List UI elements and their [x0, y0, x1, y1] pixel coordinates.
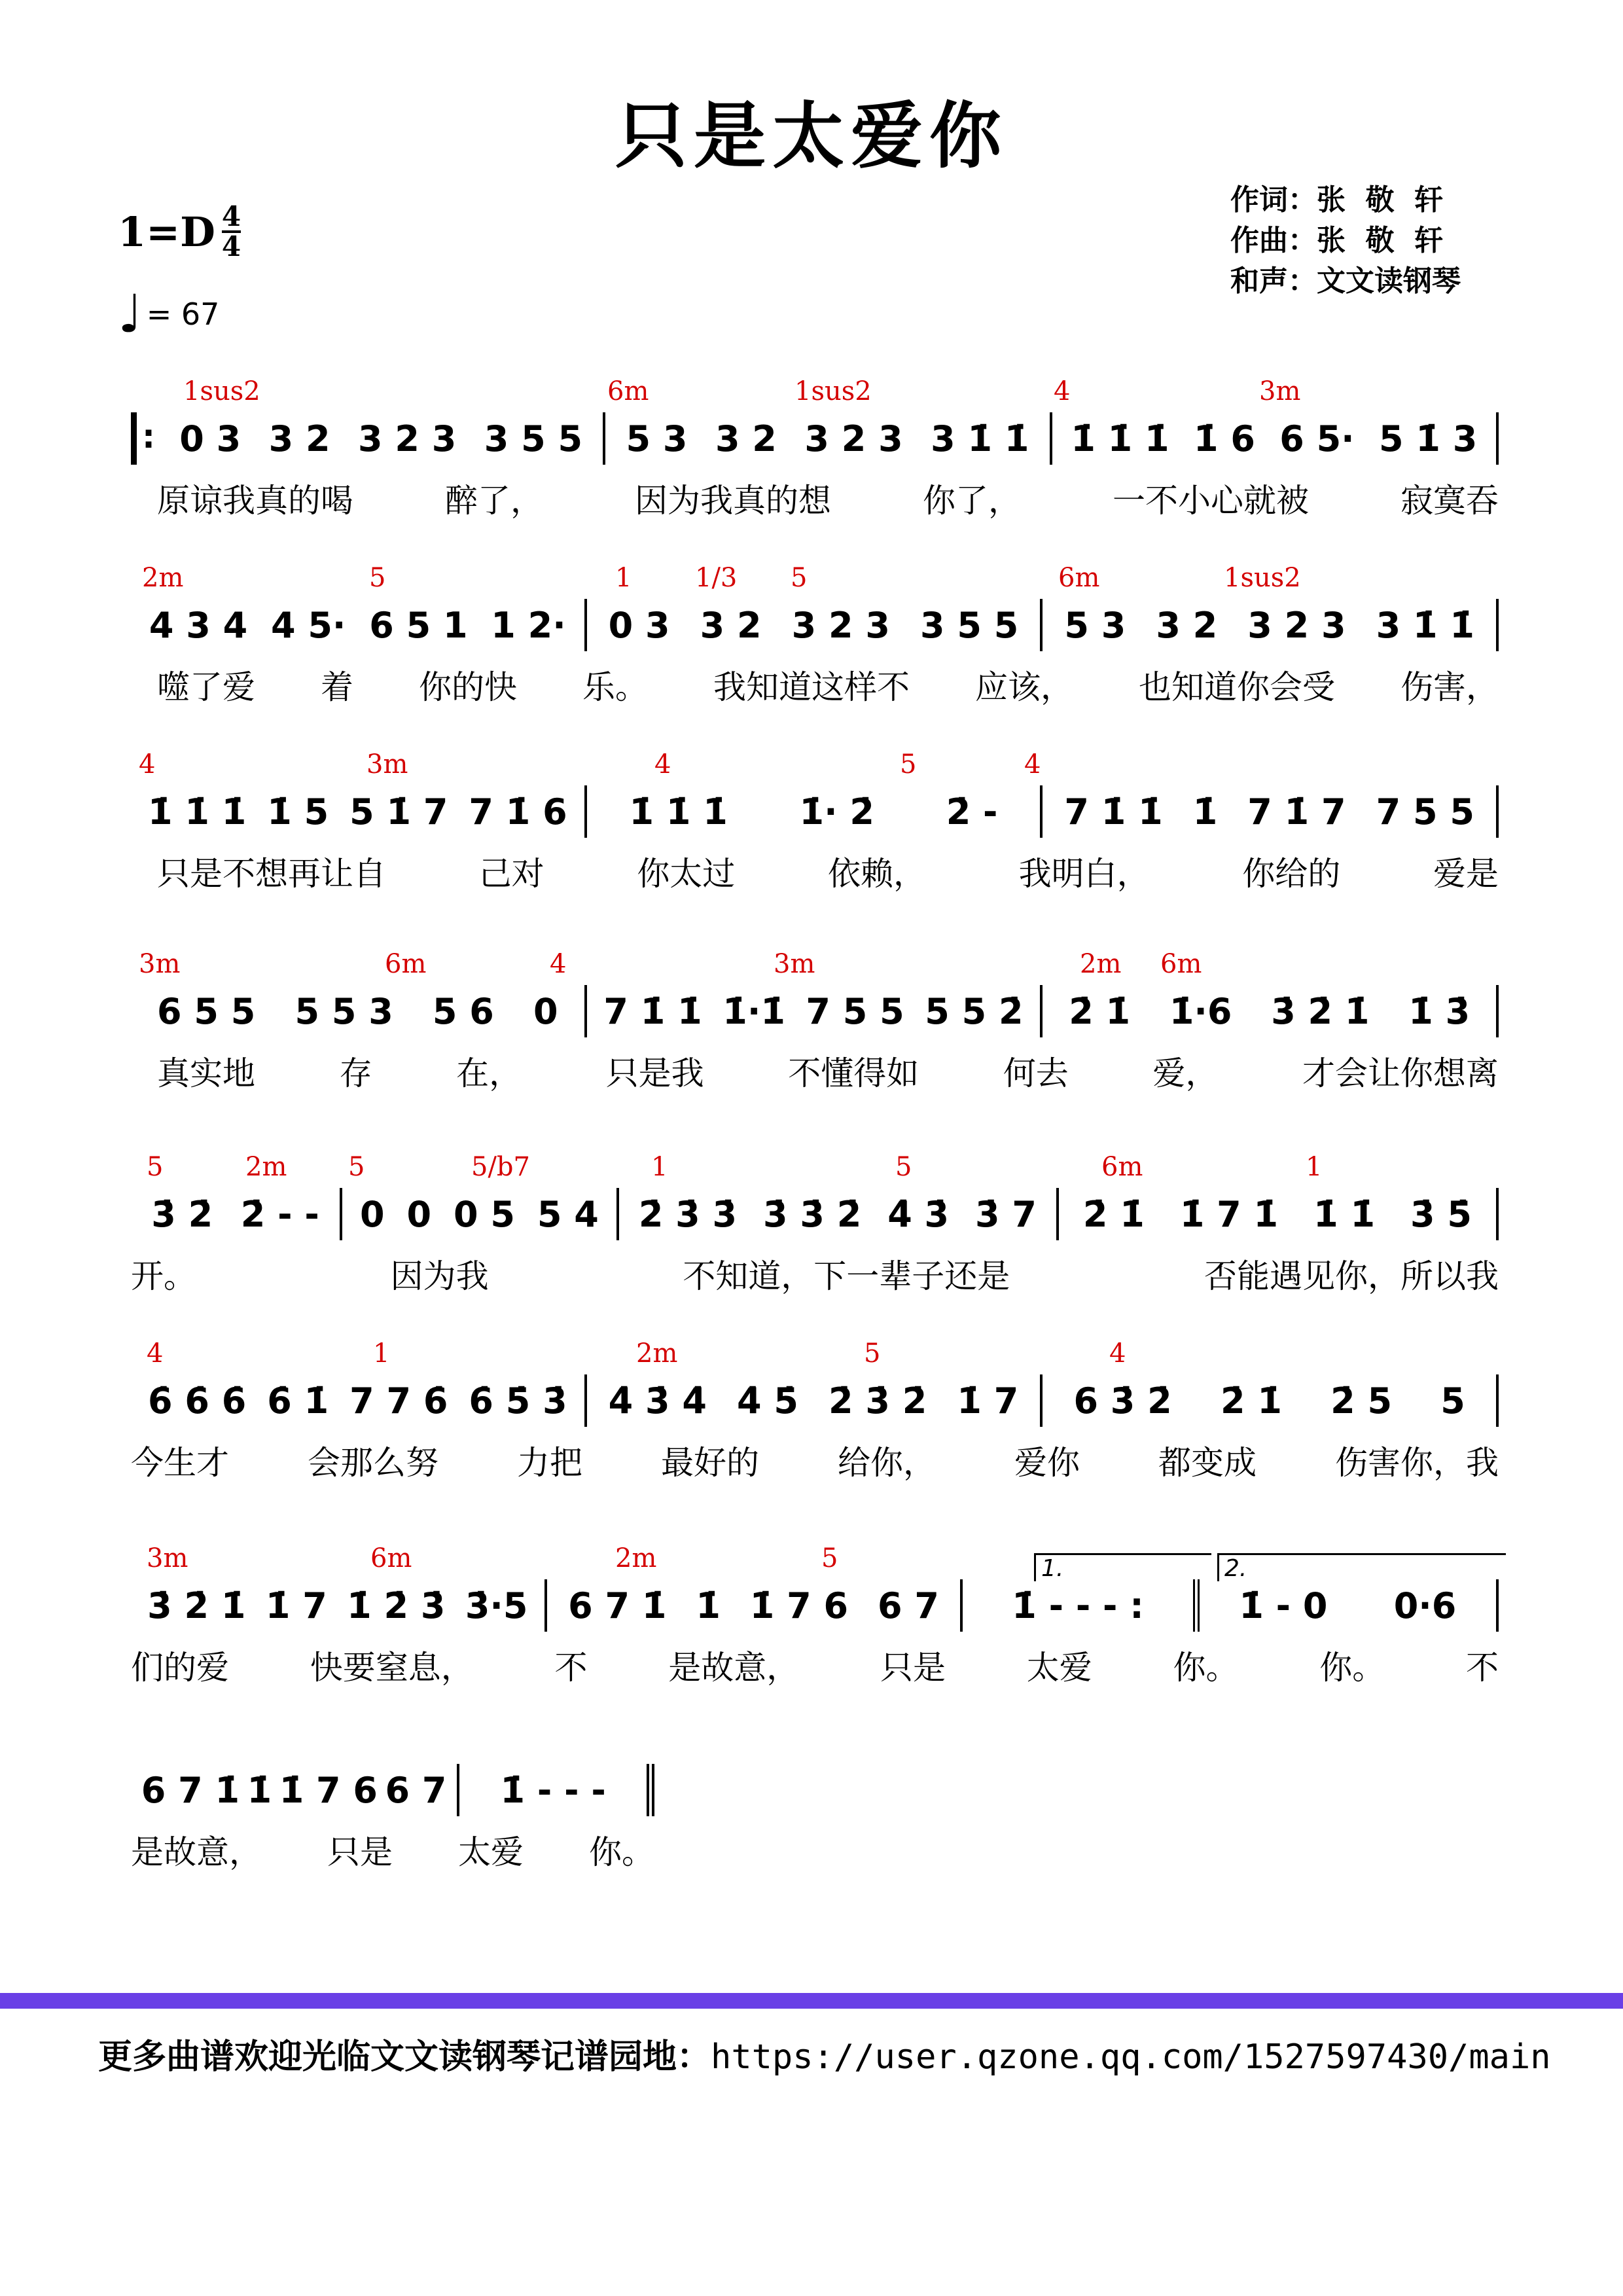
chord-label: 1 [1306, 1152, 1323, 1182]
lyric-segment: 你了， [923, 482, 1021, 520]
measure [587, 985, 1043, 1037]
note-group: 3̇ 2̇ 1̇ [1271, 990, 1370, 1032]
key-signature [118, 200, 241, 262]
measure [1043, 1374, 1499, 1427]
measure [342, 1188, 619, 1240]
lyrics-row [131, 1641, 1499, 1689]
note-group: 0·6 [1393, 1585, 1457, 1626]
notes-row [131, 1579, 1499, 1632]
chord-label: 4 [139, 749, 156, 780]
lyric-segment: 因为我 [390, 1257, 489, 1295]
lyric-segment: 你给的 [1242, 855, 1341, 893]
chord-label: 5 [791, 563, 808, 593]
measure [1200, 1579, 1499, 1632]
lyric-segment: 存 [339, 1054, 372, 1092]
chord-label: 5 [369, 563, 386, 593]
chord-label: 2m [1080, 949, 1122, 979]
note-group: 3̇ 7 [975, 1193, 1037, 1235]
note-group: 6 7 [385, 1769, 447, 1811]
note-group: 6̇ 6̇ 6̇ [147, 1380, 247, 1422]
lyric-segment: 醉了， [445, 482, 543, 520]
note-group: 6 5· [1279, 418, 1355, 459]
chord-label: 1 [651, 1152, 668, 1182]
note-group: 5 1̇ 3 [1379, 418, 1478, 459]
chord-label: 1sus2 [1224, 563, 1301, 593]
note-group: 3 2 [715, 418, 777, 459]
chord-label: 3m [774, 949, 815, 979]
note-group: 6 7 1̇ [568, 1585, 667, 1626]
lyric-segment: 你太过 [637, 855, 736, 893]
lyric-segment: 只是 [880, 1649, 946, 1687]
note-group: 5 5 3 [294, 990, 393, 1032]
lyric-segment: 力把 [517, 1444, 582, 1482]
note-group: 1̇·6 [1169, 990, 1232, 1032]
note-group: 1̇·1̇ [722, 990, 785, 1032]
lyric-segment: 不 [1466, 1649, 1499, 1687]
lyric-segment: 太爱 [458, 1833, 524, 1871]
lyrics-row [131, 661, 1499, 708]
measure [619, 1188, 1059, 1240]
note-group: 3 1̇ 1̇ [931, 418, 1029, 459]
chord-label: 1 [615, 563, 632, 593]
lyrics-row [131, 1826, 654, 1873]
note-group: 3 5 5 [919, 604, 1019, 646]
lyric-segment: 也知道你会受 [1139, 668, 1335, 706]
chord-label: 4 [1109, 1338, 1126, 1369]
lyric-segment: 在， [456, 1054, 522, 1092]
tempo-marking [118, 283, 220, 344]
measure [587, 599, 1043, 651]
score-line [131, 1543, 1499, 1713]
measure [131, 1188, 342, 1240]
chord-label: 4 [147, 1338, 164, 1369]
note-group: 6 7 1̇ [141, 1769, 240, 1811]
lyric-segment: 会那么努 [308, 1444, 438, 1482]
note-group: 3 5 5 [484, 418, 583, 459]
lyric-segment: 真实地 [157, 1054, 255, 1092]
note-group: 1̇ - - - : [1012, 1585, 1144, 1626]
chord-label: 4 [550, 949, 567, 979]
chord-label: 3m [147, 1543, 188, 1573]
measure [459, 1764, 654, 1816]
note-group: 0 3 [608, 604, 670, 646]
lyrics-row [131, 1437, 1499, 1484]
note-group: 3̇ 5̇ [1410, 1193, 1472, 1235]
chord-label: 3m [139, 949, 181, 979]
tempo-value: = 67 [146, 296, 220, 332]
lyric-segment: 快要窒息， [310, 1649, 474, 1687]
footer-url[interactable]: https://user.qzone.qq.com/1527597430/main [711, 2037, 1551, 2077]
chord-label: 2m [245, 1152, 287, 1182]
chord-label: 5 [895, 1152, 912, 1182]
lyric-segment: 噬了爱 [157, 668, 255, 706]
lyric-segment: 己对 [478, 855, 544, 893]
note-group: 5 3 [626, 418, 688, 459]
repeat-start-sign [131, 412, 151, 465]
time-signature [221, 200, 241, 262]
lyric-segment: 爱你 [1014, 1444, 1080, 1482]
note-group: 1̇ 7 [265, 1585, 327, 1626]
note-group: 6̇ 5̇ 3̇ [469, 1380, 567, 1422]
lyrics-row [131, 475, 1499, 522]
notes-row [131, 985, 1499, 1037]
composer: 作曲：张 敬 轩 [1230, 224, 1444, 257]
score-line [131, 376, 1499, 547]
lyric-segment: 着 [321, 668, 353, 706]
chord-label: 1sus2 [794, 376, 872, 406]
notes-row [131, 412, 1499, 465]
note-group: 1̇ 2̇ 3̇ [347, 1585, 446, 1626]
lyric-segment: 们的爱 [131, 1649, 229, 1687]
lyric-segment: 原谅我真的喝 [157, 482, 353, 520]
lyric-segment: 应该， [975, 668, 1073, 706]
note-group: 3̇ 2̇ [151, 1193, 213, 1235]
note-group: 0 [406, 1193, 432, 1235]
note-group: 3 2 [1156, 604, 1218, 646]
note-group: 4̇ 5̇ [737, 1380, 798, 1422]
notes-row [131, 1374, 1499, 1427]
note-group: 3̇·5 [465, 1585, 528, 1626]
chord-label: 2m [142, 563, 184, 593]
lyric-segment: 只是 [327, 1833, 393, 1871]
note-group: 1̇ [1192, 791, 1218, 833]
note-group: 3̇ 3̇ 2̇ [763, 1193, 862, 1235]
lyrics-row [131, 1047, 1499, 1094]
chord-label: 5 [900, 749, 917, 780]
lyric-segment: 是故意， [668, 1649, 800, 1687]
note-group: 7 1̇ 6 [469, 791, 567, 833]
lyric-segment: 何去 [1003, 1054, 1069, 1092]
lyric-segment: 伤害你，我 [1335, 1444, 1499, 1482]
chord-label: 6m [385, 949, 427, 979]
note-group: 2̇ 1̇ [1069, 990, 1131, 1032]
note-group: 1̇ 7 [957, 1380, 1019, 1422]
chord-label: 4 [1024, 749, 1041, 780]
chord-label: 2m [636, 1338, 678, 1369]
lyric-segment: 才会让你想离 [1302, 1054, 1499, 1092]
chord-label: 6m [1101, 1152, 1143, 1182]
note-group: 1̇ 6 [1193, 418, 1255, 459]
note-group: 2̇ - - [240, 1193, 319, 1235]
note-group: 3 2 3 [1247, 604, 1346, 646]
chord-label: 5 [821, 1543, 838, 1573]
note-group: 0 5 [454, 1193, 515, 1235]
measure [547, 1579, 963, 1632]
lyric-segment: 都变成 [1158, 1444, 1257, 1482]
chord-label: 5/b7 [471, 1152, 530, 1182]
note-group: 1 2· [491, 604, 566, 646]
note-group: 1̇ 7 6 [279, 1769, 378, 1811]
note-group: 5 5 2̇ [925, 990, 1024, 1032]
notes-row [131, 599, 1499, 651]
lyric-segment: 一不小心就被 [1113, 482, 1309, 520]
measure [131, 1764, 459, 1816]
lyric-segment: 你的快 [419, 668, 517, 706]
chord-label: 3m [1259, 376, 1301, 406]
note-group: 7 5 5 [806, 990, 904, 1032]
note-group: 4 5· [270, 604, 346, 646]
key-label: 1=D [118, 207, 215, 256]
note-group: 5 4 [537, 1193, 599, 1235]
chord-label: 4 [1054, 376, 1071, 406]
note-group: 6 7 [877, 1585, 939, 1626]
note-group: 7 5 5 [1376, 791, 1474, 833]
lyric-segment: 乐。 [582, 668, 648, 706]
lyric-segment: 开。 [131, 1257, 196, 1295]
chord-label: 6m [1058, 563, 1100, 593]
lyric-segment: 不知道，下一辈子还是 [683, 1257, 1010, 1295]
note-group: 7 1̇ 1̇ [603, 990, 702, 1032]
note-group: 1̇ 1̇ 1̇ [1071, 418, 1169, 459]
chord-label: 6m [607, 376, 649, 406]
lyric-segment: 太爱 [1026, 1649, 1092, 1687]
lyric-segment: 因为我真的想 [635, 482, 831, 520]
lyric-segment: 爱是 [1433, 855, 1499, 893]
divider-bar [0, 1993, 1623, 2009]
volta-bracket: 1. [1034, 1553, 1211, 1581]
score-line [131, 1152, 1499, 1322]
note-group: 5 1̇ 7 [349, 791, 448, 833]
measure [1059, 1188, 1499, 1240]
measure [587, 1374, 1043, 1427]
lyric-segment: 今生才 [131, 1444, 229, 1482]
lyric-segment: 寂寞吞 [1400, 482, 1499, 520]
note-group: 5 6 [432, 990, 494, 1032]
note-group: 1̇ [247, 1769, 272, 1811]
meter-bottom: 4 [221, 230, 241, 262]
lyrics-row [131, 1250, 1499, 1297]
chord-label: 1/3 [695, 563, 738, 593]
note-group: 0 [360, 1193, 385, 1235]
note-group: 4 3 4 [149, 604, 248, 646]
lyric-segment: 最好的 [661, 1444, 759, 1482]
measure [605, 412, 1052, 465]
credits [1230, 180, 1461, 302]
lyric-segment: 你。 [1173, 1649, 1239, 1687]
score-line [131, 749, 1499, 920]
harmony: 和声：文文读钢琴 [1230, 264, 1461, 298]
notes-row [131, 1188, 1499, 1240]
lyric-segment: 你。 [589, 1833, 654, 1871]
score-line [131, 563, 1499, 733]
lyric-segment: 我知道这样不 [713, 668, 910, 706]
chord-label: 5 [864, 1338, 881, 1369]
lyrics-row [131, 848, 1499, 895]
chord-label: 6m [1160, 949, 1202, 979]
note-group: 3 1̇ 1̇ [1376, 604, 1474, 646]
note-group: 4̇ 3̇ [887, 1193, 950, 1235]
volta-bracket: 2. [1217, 1553, 1506, 1581]
lyric-segment: 否能遇见你，所以我 [1204, 1257, 1499, 1295]
meter-top: 4 [221, 200, 241, 232]
measure [131, 599, 587, 651]
score-title: 只是太爱你 [615, 94, 1008, 178]
note-group: 3̇ 2̇ 1̇ [147, 1585, 246, 1626]
note-group: 1̇ 7 6 [749, 1585, 849, 1626]
note-group: 2̇ 3̇ 3̇ [638, 1193, 738, 1235]
note-group: 5 [1440, 1380, 1465, 1422]
note-group: 4̇ 3̇ 4̇ [608, 1380, 707, 1422]
note-group: 1̇ - 0 [1239, 1585, 1328, 1626]
note-group: 1̇ 1̇ 1̇ [629, 791, 728, 833]
lyricist: 作词：张 敬 轩 [1230, 183, 1444, 217]
chord-label: 3m [366, 749, 408, 780]
chord-label: 6m [370, 1543, 412, 1573]
measure [159, 412, 605, 465]
note-group: 7 7 6̇ [349, 1380, 448, 1422]
note-group: 1̇· 2̇ [799, 791, 874, 833]
lyric-segment: 你。 [1319, 1649, 1385, 1687]
note-group: 7 1̇ 7 [1247, 791, 1346, 833]
chord-label: 1sus2 [183, 376, 260, 406]
note-group: 1̇ 7 1̇ [1179, 1193, 1279, 1235]
lyric-segment: 爱， [1152, 1054, 1219, 1092]
note-group: 5 3 [1064, 604, 1126, 646]
note-group: 1̇ [696, 1585, 721, 1626]
measure [131, 1579, 547, 1632]
lyric-segment: 不懂得如 [788, 1054, 919, 1092]
note-group: 2̇ 3̇ 2̇ [828, 1380, 927, 1422]
note-group: 3 2 [268, 418, 330, 459]
note-group: 0 3 [179, 418, 241, 459]
note-group: 2̇ 5 [1330, 1380, 1393, 1422]
note-group: 6 5 5 [157, 990, 256, 1032]
measure [963, 1579, 1199, 1632]
measure [1043, 599, 1499, 651]
quarter-note-icon: ♩ [118, 283, 143, 344]
footer [98, 2029, 1551, 2078]
note-group: 1̇ 1̇ 1̇ [147, 791, 247, 833]
chord-label: 2m [615, 1543, 657, 1573]
note-group: 2̇ - [946, 791, 998, 833]
lyric-segment: 只是不想再让自 [157, 855, 386, 893]
measure [1043, 985, 1499, 1037]
lyric-segment: 只是我 [605, 1054, 704, 1092]
note-group: 3 2 3 [358, 418, 457, 459]
lyric-segment: 是故意， [131, 1833, 262, 1871]
score-line [131, 1338, 1499, 1509]
chord-label: 1 [373, 1338, 390, 1369]
lyric-segment: 依赖， [827, 855, 926, 893]
lyric-segment: 我明白， [1018, 855, 1150, 893]
measure [1043, 785, 1499, 838]
lyric-segment: 给你， [838, 1444, 936, 1482]
note-group: 3 2 3 [791, 604, 890, 646]
chord-label: 4 [654, 749, 671, 780]
note-group: 6 5 1 [369, 604, 468, 646]
score-line [131, 1728, 654, 1898]
chord-label: 5 [147, 1152, 164, 1182]
note-group: 6 3̇ 2̇ [1073, 1380, 1172, 1422]
notes-row [131, 1764, 654, 1816]
measure [587, 785, 1043, 838]
note-group: 2̇ 1̇ [1082, 1193, 1145, 1235]
measure [131, 985, 587, 1037]
note-group: 1̇ 1̇ [1313, 1193, 1376, 1235]
measure [131, 1374, 587, 1427]
note-group: 6̇ 1̇ [267, 1380, 329, 1422]
footer-label: 更多曲谱欢迎光临文文读钢琴记谱园地： [98, 2037, 711, 2077]
score-line [131, 949, 1499, 1119]
lyric-segment: 伤害， [1400, 668, 1499, 706]
lyric-segment: 不 [554, 1649, 588, 1687]
note-group: 1̇ 3̇ [1408, 990, 1471, 1032]
note-group: 0 [533, 990, 558, 1032]
note-group: 3 2 [700, 604, 762, 646]
note-group: 1̇ 5 [267, 791, 329, 833]
measure [131, 785, 587, 838]
note-group: 1̇ - - - [500, 1769, 606, 1811]
note-group: 3 2 3 [804, 418, 903, 459]
chord-label: 5 [348, 1152, 365, 1182]
measure [1052, 412, 1499, 465]
note-group: 7 1̇ 1̇ [1064, 791, 1163, 833]
note-group: 2̇ 1̇ [1220, 1380, 1282, 1422]
notes-row [131, 785, 1499, 838]
